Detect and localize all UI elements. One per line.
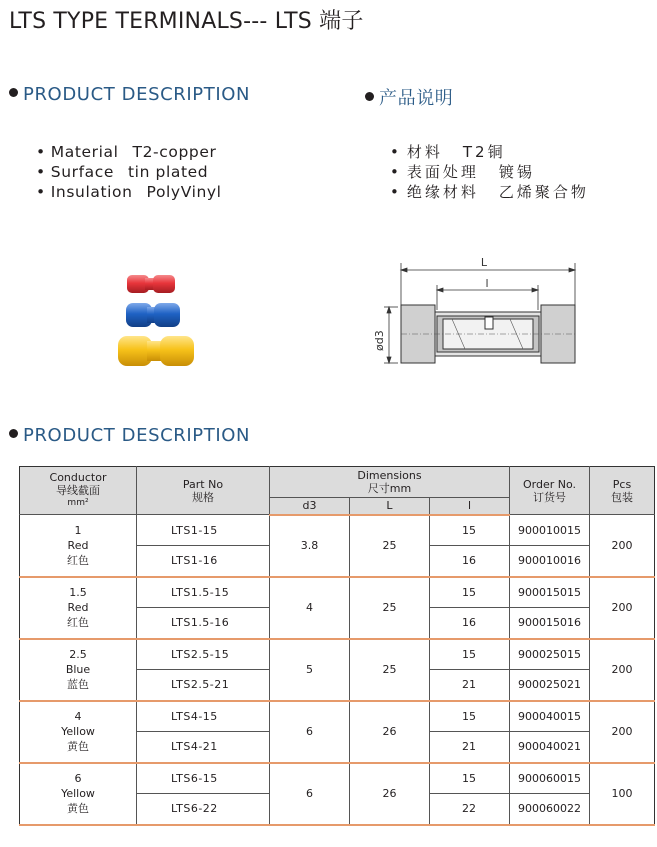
part-no-cell: LTS1-15 [137, 515, 270, 546]
conductor-color-en: Yellow [61, 787, 95, 800]
item-label: 表面处理 [406, 163, 479, 181]
item-label: 材料 [406, 143, 443, 161]
heading-text: 产品说明 [379, 88, 454, 109]
col-conductor-header [20, 467, 137, 515]
dim-d3-label: ød3 [373, 330, 386, 351]
header-text: Dimensions [357, 469, 422, 482]
order-no-cell: 900040021 [510, 732, 590, 763]
header-text: Order No. [522, 477, 577, 491]
conductor-cell [20, 639, 137, 701]
part-no-cell: LTS2.5-21 [137, 670, 270, 701]
order-no-cell: 900060015 [510, 763, 590, 794]
conductor-size: 2.5 [69, 648, 87, 661]
order-no-cell: 900060022 [510, 794, 590, 825]
list-item: • 绝缘材料 乙烯聚合物 [390, 183, 589, 201]
item-value: T2铜 [462, 143, 506, 161]
item-label: Insulation [50, 183, 133, 201]
pcs-cell: 200 [590, 639, 655, 701]
order-no-cell: 900025021 [510, 670, 590, 701]
l-cell: 21 [430, 670, 510, 701]
order-no-cell: 900010016 [510, 546, 590, 577]
header-text: Part No [182, 477, 224, 491]
l-cell: 21 [430, 732, 510, 763]
conductor-cell [20, 515, 137, 577]
heading-text: PRODUCT DESCRIPTION [23, 425, 251, 446]
yellow-connector [118, 336, 194, 366]
l-cell: 16 [430, 608, 510, 639]
table-row [20, 639, 655, 670]
table-row [20, 763, 655, 794]
order-no-cell: 900025015 [510, 639, 590, 670]
dim-l-label: l [485, 277, 489, 290]
part-no-cell: LTS6-15 [137, 763, 270, 794]
spec-table [19, 466, 655, 826]
part-no-cell: LTS4-21 [137, 732, 270, 763]
table-row [20, 701, 655, 732]
part-no-cell: LTS2.5-15 [137, 639, 270, 670]
part-no-cell: LTS4-15 [137, 701, 270, 732]
l-cell: 15 [430, 577, 510, 608]
conductor-cell [20, 701, 137, 763]
L-cell: 25 [350, 577, 430, 639]
page-title: LTS TYPE TERMINALS--- LTS 端子 [9, 9, 364, 34]
red-connector [127, 275, 175, 293]
bullet-dot [9, 88, 18, 97]
conductor-color-en: Yellow [61, 725, 95, 738]
col-d3-header: d3 [270, 498, 350, 515]
conductor-color-en: Red [67, 538, 89, 552]
conductor-color-cn: 黄色 [67, 802, 89, 815]
list-item: • 表面处理 镀锡 [390, 163, 535, 181]
header-text: 导线截面 [56, 484, 100, 497]
l-cell: 22 [430, 794, 510, 825]
conductor-cell [20, 763, 137, 825]
header-text: 规格 [192, 490, 214, 504]
product-description-heading [9, 84, 250, 105]
part-no-cell: LTS1-16 [137, 546, 270, 577]
product-photo [110, 268, 200, 378]
item-value: 镀锡 [498, 163, 535, 181]
header-unit: mm² [67, 498, 89, 508]
header-text: Conductor [49, 471, 107, 484]
d3-cell: 5 [270, 639, 350, 701]
d3-cell: 6 [270, 701, 350, 763]
L-cell: 26 [350, 701, 430, 763]
heading-text: PRODUCT DESCRIPTION [23, 84, 251, 105]
l-cell: 15 [430, 515, 510, 546]
dim-L-label: L [480, 256, 488, 269]
pcs-cell: 200 [590, 515, 655, 577]
d3-cell: 6 [270, 763, 350, 825]
L-cell: 26 [350, 763, 430, 825]
col-pcs-header [590, 467, 655, 515]
l-cell: 15 [430, 763, 510, 794]
conductor-size: 1.5 [69, 586, 87, 599]
item-value: PolyVinyl [146, 183, 222, 201]
description-list-en [36, 142, 222, 202]
part-no-cell: LTS1.5-16 [137, 608, 270, 639]
item-label: 绝缘材料 [406, 183, 479, 201]
L-cell: 25 [350, 515, 430, 577]
description-list-cn [390, 142, 589, 202]
list-item: • Material T2-copper [36, 143, 217, 161]
item-label: Material [50, 143, 119, 161]
table-heading [9, 425, 250, 446]
list-item: • Insulation PolyVinyl [36, 183, 222, 201]
conductor-size: 6 [74, 772, 82, 785]
l-cell: 15 [430, 639, 510, 670]
header-text: 尺寸mm [367, 482, 412, 495]
part-no-cell: LTS1.5-15 [137, 577, 270, 608]
item-value: tin plated [128, 163, 209, 181]
d3-cell: 3.8 [270, 515, 350, 577]
table-row [20, 515, 655, 546]
conductor-size: 1 [74, 523, 82, 537]
bullet-dot [365, 92, 374, 101]
pcs-cell: 200 [590, 577, 655, 639]
list-item: • Surface tin plated [36, 163, 209, 181]
conductor-color-en: Blue [65, 663, 91, 676]
item-label: Surface [50, 163, 114, 181]
order-no-cell: 900015015 [510, 577, 590, 608]
pcs-cell: 200 [590, 701, 655, 763]
item-value: 乙烯聚合物 [498, 183, 589, 201]
col-L-header: L [350, 498, 430, 515]
col-dimensions-header [270, 467, 510, 498]
conductor-color-cn: 红色 [67, 616, 89, 629]
conductor-color-cn: 蓝色 [67, 678, 89, 691]
item-value: T2-copper [132, 143, 217, 161]
header-text: 订货号 [533, 490, 566, 504]
col-l-header: l [430, 498, 510, 515]
table-row [20, 577, 655, 608]
conductor-cell [20, 577, 137, 639]
l-cell: 16 [430, 546, 510, 577]
order-no-cell: 900010015 [510, 515, 590, 546]
pcs-cell: 100 [590, 763, 655, 825]
conductor-color-en: Red [67, 601, 89, 614]
list-item: • 材料 T2铜 [390, 143, 506, 161]
l-cell: 15 [430, 701, 510, 732]
order-no-cell: 900015016 [510, 608, 590, 639]
bullet-dot [9, 429, 18, 438]
dimension-drawing [360, 255, 590, 375]
blue-connector [126, 303, 180, 327]
d3-cell: 4 [270, 577, 350, 639]
order-no-cell: 900040015 [510, 701, 590, 732]
L-cell: 25 [350, 639, 430, 701]
part-no-cell: LTS6-22 [137, 794, 270, 825]
conductor-size: 4 [74, 710, 82, 723]
conductor-color-cn: 红色 [67, 553, 89, 567]
header-text: Pcs [612, 477, 632, 491]
col-part-header [137, 467, 270, 515]
col-order-header [510, 467, 590, 515]
product-description-cn-heading [365, 84, 453, 110]
header-text: 包装 [611, 490, 633, 504]
conductor-color-cn: 黄色 [67, 740, 89, 753]
